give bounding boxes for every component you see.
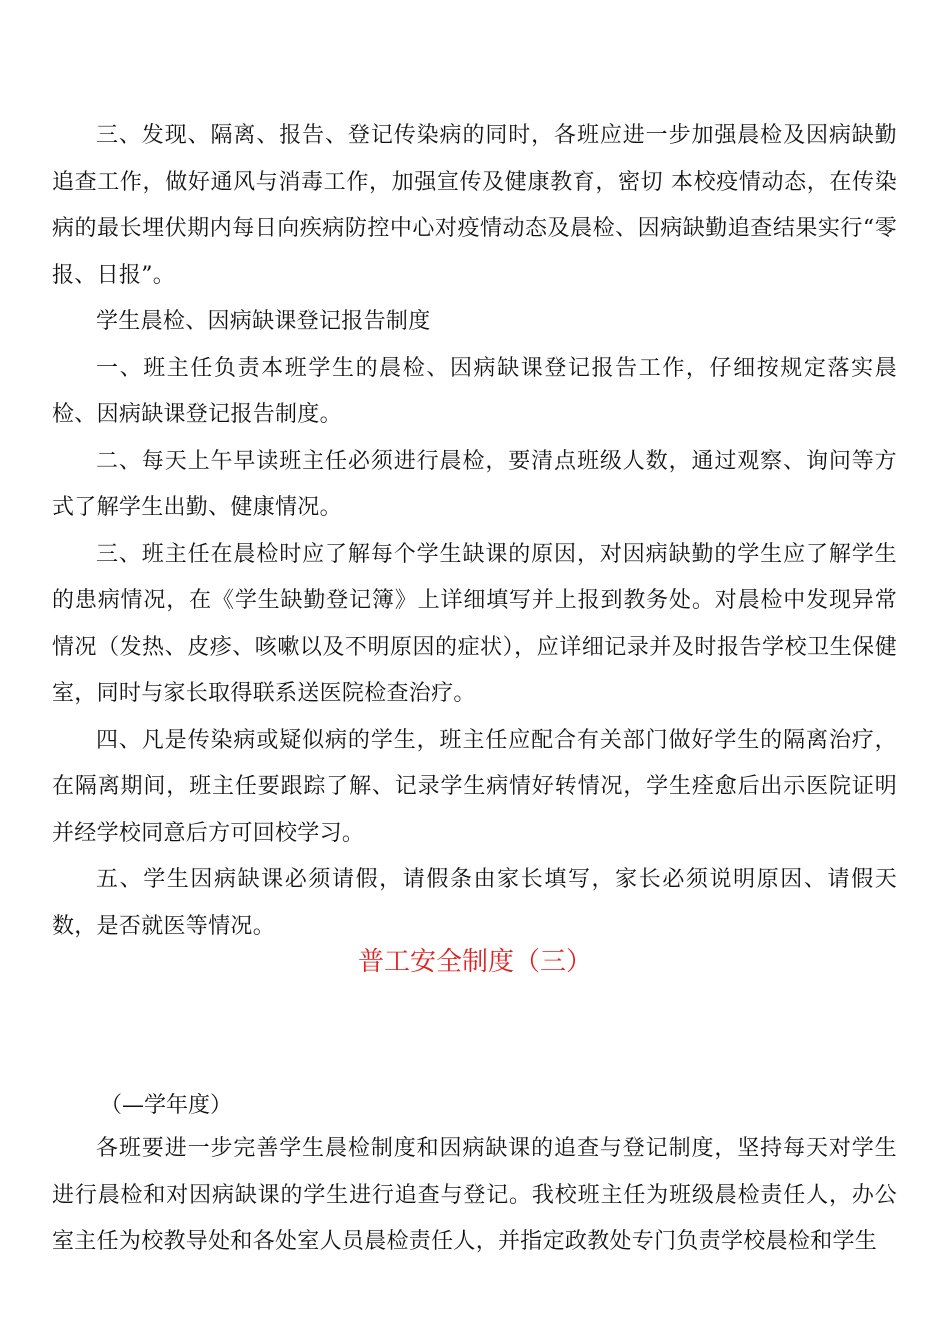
body-text-top bbox=[52, 113, 897, 950]
paragraph-item-2-daily-check: 二、每天上午早读班主任必须进行晨检，要清点班级人数，通过观察、询问等方式了解学生出勤、健康情况。 bbox=[52, 448, 897, 520]
school-year-line: （—学年度） bbox=[100, 1093, 233, 1118]
paragraph-item-4-isolation: 四、凡是传染病或疑似病的学生，班主任应配合有关部门做好学生的隔离治疗，在隔离期间，班主任要跟踪了解、记录学生病情好转情况，学生痊愈后出示医院证明并经学校同意后方可回校学习。 bbox=[52, 727, 897, 846]
section-title: 普工安全制度（三） bbox=[357, 947, 592, 977]
paragraph-item-1-head-teacher: 一、班主任负责本班学生的晨检、因病缺课登记报告工作，仔细按规定落实晨检、因病缺课登记报告制度。 bbox=[52, 355, 897, 427]
body-text-bottom bbox=[52, 1126, 897, 1266]
paragraph-item-3-absence-reason: 三、班主任在晨检时应了解每个学生缺课的原因，对因病缺勤的学生应了解学生的患病情况，在《学生缺勤登记簿》上详细填写并上报到教务处。对晨检中发现异常情况（发热、皮疹、咳嗽以及不明原因的症状），应详细记录并及时报告学校卫生保健室，同时与家长取得联系送医院检查治疗。 bbox=[52, 541, 897, 706]
paragraph-item-5-sick-leave: 五、学生因病缺课必须请假，请假条由家长填写，家长必须说明原因、请假天数，是否就医等情况。 bbox=[52, 867, 897, 939]
paragraph-item-3-reporting: 三、发现、隔离、报告、登记传染病的同时，各班应进一步加强晨检及因病缺勤追查工作，做好通风与消毒工作，加强宣传及健康教育，密切 本校疫情动态，在传染病的最长埋伏期内每日向疾病防控中心对疫情动态及晨检、因病缺勤追查结果实行“零报、日报”。 bbox=[52, 123, 897, 288]
paragraph-class-morning-check: 各班要进一步完善学生晨检制度和因病缺课的追查与登记制度，坚持每天对学生进行晨检和对因病缺课的学生进行追查与登记。我校班主任为班级晨检责任人，办公室主任为校教导处和各处室人员晨检责任人，并指定政教处专门负责学校晨检和学生 bbox=[52, 1136, 897, 1254]
subheading-morning-check-system: 学生晨检、因病缺课登记报告制度 bbox=[96, 309, 431, 334]
